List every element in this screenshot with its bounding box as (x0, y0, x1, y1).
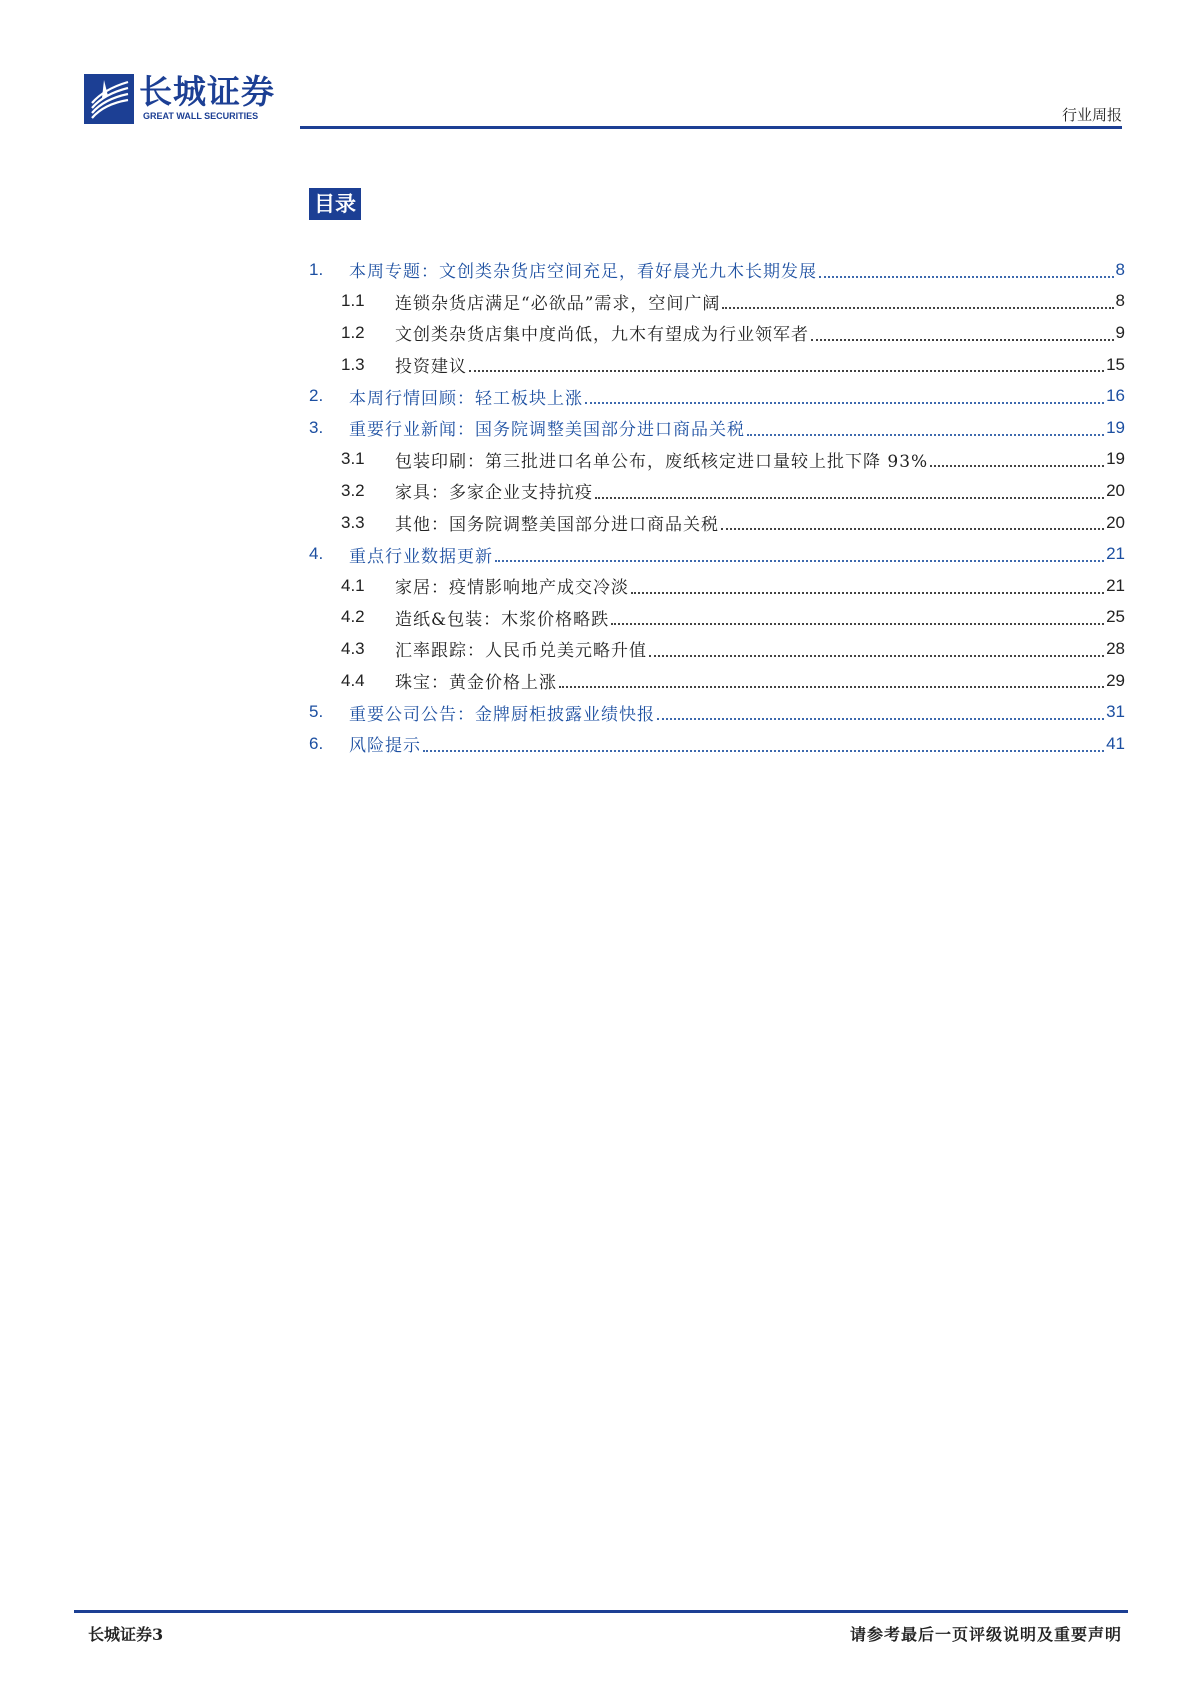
toc-dot-leader (469, 370, 1104, 372)
toc-dot-leader (722, 307, 1113, 309)
toc-entry[interactable] (309, 254, 1125, 286)
toc-entry-title: 汇率跟踪：人民币兑美元略升值 (395, 641, 647, 662)
table-of-contents (309, 254, 1125, 760)
toc-entry-page: 21 (1106, 575, 1125, 595)
toc-entry-page: 8 (1115, 259, 1125, 279)
toc-entry-page: 19 (1106, 417, 1125, 437)
toc-entry-title: 风险提示 (349, 736, 421, 757)
toc-entry-title: 其他：国务院调整美国部分进口商品关税 (395, 515, 719, 536)
toc-entry-page: 31 (1106, 702, 1125, 722)
toc-entry-page: 16 (1106, 386, 1125, 406)
toc-dot-leader (585, 402, 1104, 404)
header-divider (300, 126, 1122, 129)
toc-entry-number: 1. (309, 259, 324, 279)
toc-dot-leader (495, 560, 1104, 562)
toc-entry[interactable] (309, 665, 1125, 697)
toc-entry[interactable] (309, 286, 1125, 318)
logo-chinese-name: 长城证券 (139, 72, 275, 111)
toc-entry-page: 8 (1115, 291, 1125, 311)
toc-entry-title: 投资建议 (395, 357, 467, 378)
toc-entry-title: 重要行业新闻：国务院调整美国部分进口商品关税 (349, 420, 745, 441)
toc-entry-page: 25 (1106, 607, 1125, 627)
toc-entry-page: 19 (1106, 449, 1125, 469)
logo-english-name: GREAT WALL SECURITIES (143, 111, 259, 121)
toc-dot-leader (819, 276, 1114, 278)
toc-dot-leader (657, 718, 1104, 720)
toc-entry-title: 家居：疫情影响地产成交冷淡 (395, 578, 629, 599)
toc-entry[interactable] (309, 380, 1125, 412)
toc-dot-leader (595, 497, 1104, 499)
toc-entry-title: 包装印刷：第三批进口名单公布，废纸核定进口量较上批下降 93% (395, 451, 929, 472)
footer-disclaimer: 请参考最后一页评级说明及重要声明 (849, 1625, 1122, 1644)
toc-entry[interactable] (309, 633, 1125, 665)
footer-divider (74, 1610, 1128, 1613)
toc-entry-title: 珠宝：黄金价格上涨 (395, 673, 557, 694)
toc-entry-page: 15 (1106, 354, 1125, 374)
toc-entry[interactable] (309, 444, 1125, 476)
toc-dot-leader (423, 750, 1104, 752)
toc-entry-page: 20 (1106, 480, 1125, 500)
toc-dot-leader (559, 686, 1104, 688)
toc-dot-leader (747, 434, 1104, 436)
great-wall-logo-icon (84, 74, 134, 124)
toc-entry-page: 28 (1106, 638, 1125, 658)
toc-entry[interactable] (309, 507, 1125, 539)
report-type-label: 行业周报 (1061, 106, 1122, 124)
toc-entry-title: 重要公司公告：金牌厨柜披露业绩快报 (349, 704, 655, 725)
toc-entry[interactable] (309, 728, 1125, 760)
toc-entry-number: 3.2 (341, 480, 365, 500)
toc-entry-number: 1.2 (341, 322, 365, 342)
toc-entry-title: 连锁杂货店满足“必欲品”需求，空间广阔 (395, 293, 721, 314)
toc-entry[interactable] (309, 602, 1125, 634)
toc-entry-page: 41 (1106, 733, 1125, 753)
toc-entry[interactable] (309, 412, 1125, 444)
toc-entry[interactable] (309, 570, 1125, 602)
toc-entry-number: 2. (309, 386, 324, 406)
toc-entry-page: 29 (1106, 670, 1125, 690)
toc-entry-number: 4.3 (341, 638, 365, 658)
toc-entry-number: 1.1 (341, 291, 365, 311)
toc-entry-title: 造纸&包装：木浆价格略跌 (395, 609, 610, 630)
toc-entry-title: 文创类杂货店集中度尚低，九木有望成为行业领军者 (395, 325, 809, 346)
toc-dot-leader (611, 623, 1104, 625)
toc-entry-number: 4.4 (341, 670, 365, 690)
toc-entry[interactable] (309, 696, 1125, 728)
toc-dot-leader (631, 592, 1104, 594)
toc-entry[interactable] (309, 349, 1125, 381)
toc-entry-number: 4.2 (341, 607, 365, 627)
toc-entry[interactable] (309, 538, 1125, 570)
toc-entry-title: 家具：多家企业支持抗疫 (395, 483, 593, 504)
toc-entry-page: 21 (1106, 544, 1125, 564)
toc-dot-leader (811, 339, 1114, 341)
toc-entry-number: 1.3 (341, 354, 365, 374)
toc-entry-number: 3.3 (341, 512, 365, 532)
toc-entry-page: 9 (1115, 322, 1125, 342)
toc-entry-number: 3.1 (341, 449, 365, 469)
company-logo (84, 74, 289, 126)
toc-entry-number: 4. (309, 544, 324, 564)
toc-entry-number: 5. (309, 702, 324, 722)
toc-entry-number: 3. (309, 417, 324, 437)
toc-dot-leader (649, 655, 1104, 657)
toc-entry-title: 重点行业数据更新 (349, 546, 493, 567)
toc-entry[interactable] (309, 317, 1125, 349)
toc-entry-title: 本周专题：文创类杂货店空间充足，看好晨光九木长期发展 (349, 262, 817, 283)
toc-entry-number: 6. (309, 733, 324, 753)
toc-title: 目录 (309, 188, 361, 220)
toc-entry-page: 20 (1106, 512, 1125, 532)
toc-entry[interactable] (309, 475, 1125, 507)
toc-entry-title: 本周行情回顾：轻工板块上涨 (349, 388, 583, 409)
toc-entry-number: 4.1 (341, 575, 365, 595)
toc-dot-leader (930, 465, 1104, 467)
toc-dot-leader (721, 528, 1104, 530)
footer-page-label: 长城证券3 (88, 1625, 164, 1644)
